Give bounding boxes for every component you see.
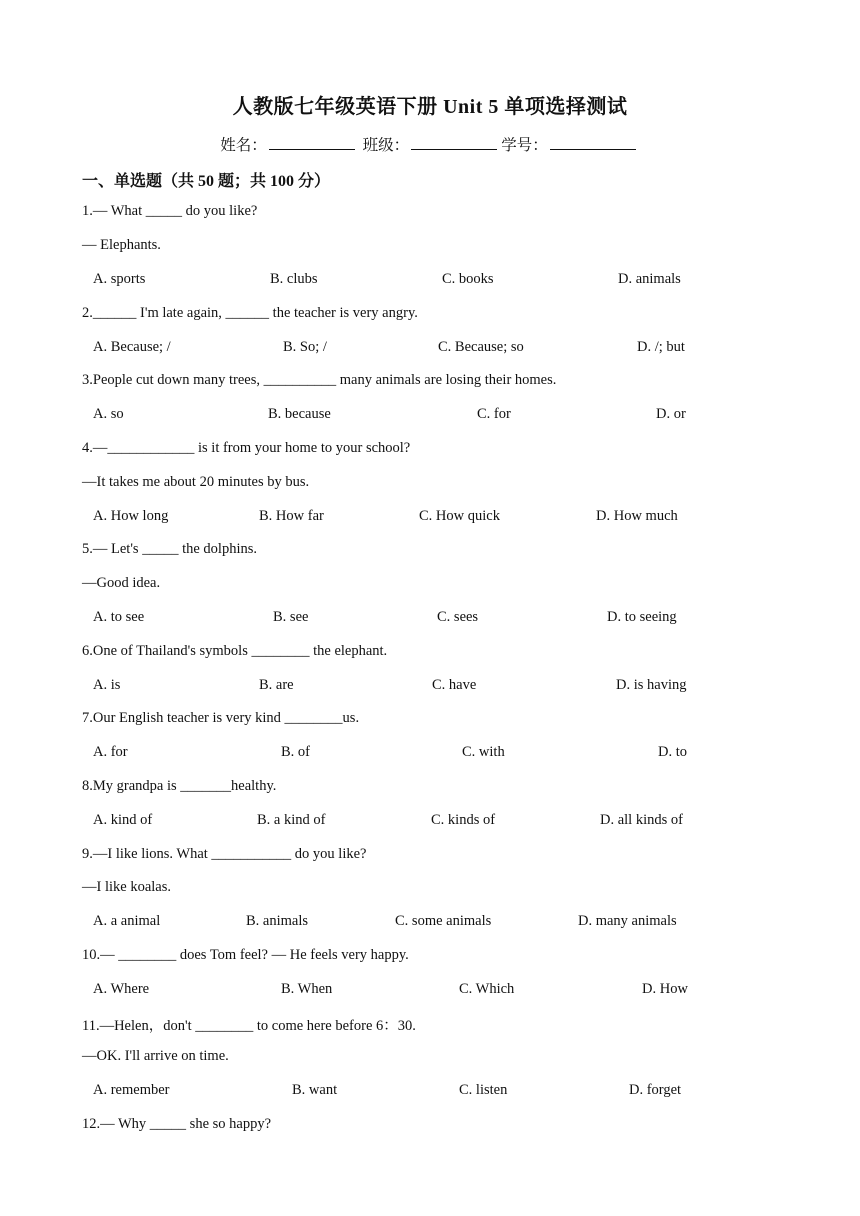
question-line: 7.Our English teacher is very kind ________us. — [82, 710, 360, 726]
answer-option: A. sports — [93, 271, 146, 287]
question-line: 2.______ I'm late again, ______ the teacher is very angry. — [82, 305, 418, 321]
answer-option: B. So; / — [283, 339, 327, 355]
answer-option: B. see — [273, 609, 309, 625]
answer-option: D. or — [656, 406, 686, 422]
name-label: 姓名： — [220, 137, 267, 154]
question-line: —Good idea. — [82, 575, 161, 591]
page-title: 人教版七年级英语下册 Unit 5 单项选择测试 — [232, 96, 628, 118]
answer-option: D. to seeing — [607, 609, 677, 625]
question-line: —I like koalas. — [82, 879, 171, 895]
answer-option: B. want — [292, 1082, 338, 1098]
answer-option: A. for — [93, 744, 128, 760]
question-line: 8.My grandpa is _______healthy. — [82, 778, 277, 794]
answer-option: C. How quick — [419, 508, 500, 524]
answer-option: B. of — [281, 744, 310, 760]
answer-option: B. are — [259, 677, 294, 693]
question-line: 11.—Helen，don't ________ to come here before 6：30. — [82, 1018, 416, 1034]
answer-option: A. remember — [93, 1082, 170, 1098]
answer-option: C. for — [477, 406, 511, 422]
answer-option: D. How much — [596, 508, 678, 524]
answer-option: B. When — [281, 981, 333, 997]
question-line: 6.One of Thailand's symbols ________ the elephant. — [82, 643, 388, 659]
answer-option: A. is — [93, 677, 121, 693]
answer-option: B. clubs — [270, 271, 318, 287]
answer-option: D. is having — [616, 677, 687, 693]
question-line: 4.—____________ is it from your home to your school? — [82, 440, 411, 456]
answer-option: D. animals — [618, 271, 681, 287]
answer-option: D. /; but — [637, 339, 685, 355]
answer-option: C. Because; so — [438, 339, 524, 355]
answer-option: D. all kinds of — [600, 812, 683, 828]
answer-option: A. How long — [93, 508, 169, 524]
question-line: — Elephants. — [82, 237, 161, 253]
answer-option: A. so — [93, 406, 124, 422]
answer-option: C. with — [462, 744, 505, 760]
question-line: 5.— Let's _____ the dolphins. — [82, 541, 257, 557]
student-info-line — [0, 133, 860, 155]
question-line: 1.— What _____ do you like? — [82, 203, 258, 219]
answer-option: D. many animals — [578, 913, 677, 929]
question-line: 12.— Why _____ she so happy? — [82, 1116, 272, 1132]
answer-option: B. How far — [259, 508, 324, 524]
answer-option: C. sees — [437, 609, 479, 625]
answer-option: D. How — [642, 981, 688, 997]
answer-option: D. to — [658, 744, 687, 760]
answer-option: A. Because; / — [93, 339, 171, 355]
question-line: —OK. I'll arrive on time. — [82, 1048, 229, 1064]
answer-option: B. a kind of — [257, 812, 326, 828]
answer-option: D. forget — [629, 1082, 682, 1098]
answer-option: A. Where — [93, 981, 150, 997]
answer-option: C. books — [442, 271, 494, 287]
name-blank[interactable] — [269, 134, 355, 150]
question-line: 9.—I like lions. What ___________ do you like? — [82, 846, 367, 862]
answer-option: B. because — [268, 406, 331, 422]
answer-option: C. have — [432, 677, 477, 693]
answer-option: A. a animal — [93, 913, 161, 929]
question-line: 10.— ________ does Tom feel? — He feels very happy. — [82, 947, 409, 963]
number-blank[interactable] — [550, 134, 636, 150]
question-line: 3.People cut down many trees, __________ many animals are losing their homes. — [82, 372, 557, 388]
question-line: —It takes me about 20 minutes by bus. — [82, 474, 310, 490]
answer-option: C. Which — [459, 981, 515, 997]
answer-option: C. some animals — [395, 913, 492, 929]
answer-option: C. listen — [459, 1082, 508, 1098]
answer-option: B. animals — [246, 913, 309, 929]
section-heading: 一、单选题（共 50 题；共 100 分） — [82, 173, 331, 190]
number-label: 学号： — [501, 137, 548, 154]
class-blank[interactable] — [411, 134, 497, 150]
answer-option: A. kind of — [93, 812, 153, 828]
answer-option: A. to see — [93, 609, 145, 625]
class-label: 班级： — [362, 137, 410, 154]
answer-option: C. kinds of — [431, 812, 496, 828]
